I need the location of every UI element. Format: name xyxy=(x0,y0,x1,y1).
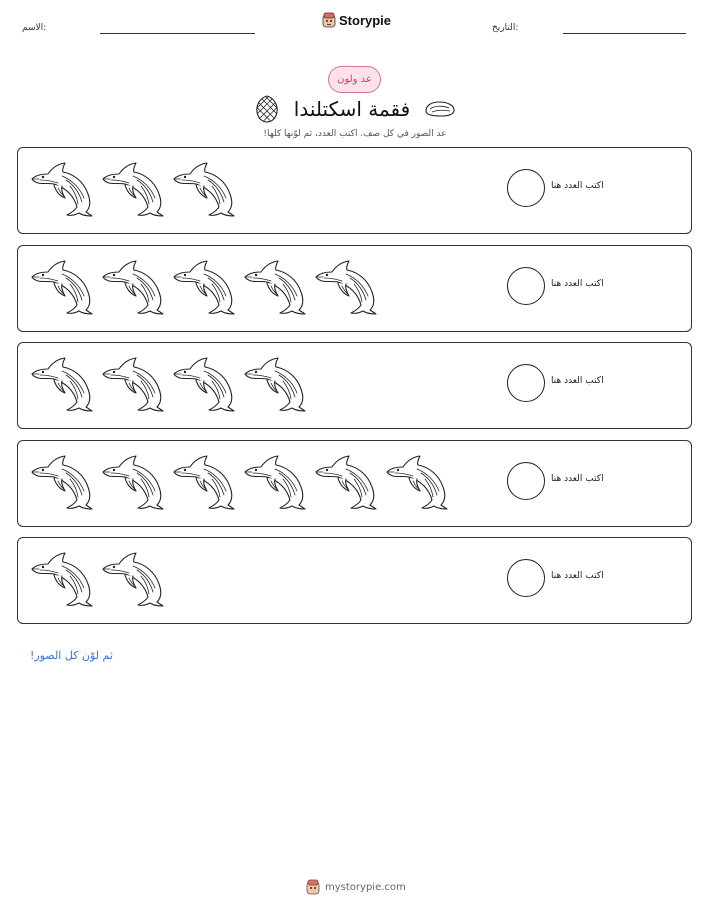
count-row xyxy=(17,245,692,332)
count-row xyxy=(17,147,692,234)
answer-circle[interactable] xyxy=(507,462,545,500)
storypie-logo-icon xyxy=(306,879,320,895)
dolphin-icon xyxy=(385,451,450,511)
count-label: اكتب العدد هنا xyxy=(551,474,604,484)
count-row xyxy=(17,537,692,624)
dolphin-icon xyxy=(101,158,166,218)
footer-instruction: ثم لوّن كل الصور! xyxy=(30,649,113,662)
date-line xyxy=(563,33,686,34)
name-label: الاسم: xyxy=(22,23,47,33)
count-row xyxy=(17,440,692,527)
count-label: اكتب العدد هنا xyxy=(551,279,604,289)
dolphin-icon xyxy=(30,548,95,608)
dolphin-icon xyxy=(30,353,95,413)
dolphin-group xyxy=(30,256,379,316)
dolphin-group xyxy=(30,451,450,511)
pinecone-icon xyxy=(254,95,280,123)
dolphin-group xyxy=(30,353,308,413)
dolphin-group xyxy=(30,158,237,218)
footer-url: mystorypie.com xyxy=(325,881,406,893)
rock-icon xyxy=(424,99,456,119)
count-row xyxy=(17,342,692,429)
dolphin-icon xyxy=(172,353,237,413)
dolphin-icon xyxy=(243,353,308,413)
page-title xyxy=(240,92,470,126)
dolphin-icon xyxy=(30,451,95,511)
dolphin-icon xyxy=(30,256,95,316)
count-label: اكتب العدد هنا xyxy=(551,376,604,386)
dolphin-group xyxy=(30,548,166,608)
dolphin-icon xyxy=(30,158,95,218)
dolphin-icon xyxy=(172,158,237,218)
count-label: اكتب العدد هنا xyxy=(551,571,604,581)
storypie-logo-icon xyxy=(322,12,336,28)
date-label: التاريخ: xyxy=(492,23,519,33)
dolphin-icon xyxy=(243,256,308,316)
instructions: عد الصور في كل صف. اكتب العدد، ثم لوّنها كلها! xyxy=(263,129,447,139)
dolphin-icon xyxy=(101,451,166,511)
brand-name: Storypie xyxy=(339,12,392,28)
dolphin-icon xyxy=(101,353,166,413)
dolphin-icon xyxy=(172,451,237,511)
brand-logo xyxy=(322,12,391,28)
answer-circle[interactable] xyxy=(507,169,545,207)
title-text: فقمة اسكتلندا xyxy=(293,97,411,121)
activity-badge: عد ولون xyxy=(328,66,381,93)
dolphin-icon xyxy=(101,256,166,316)
answer-circle[interactable] xyxy=(507,267,545,305)
count-label: اكتب العدد هنا xyxy=(551,181,604,191)
answer-circle[interactable] xyxy=(507,559,545,597)
dolphin-icon xyxy=(314,451,379,511)
dolphin-icon xyxy=(243,451,308,511)
site-footer xyxy=(306,879,406,895)
answer-circle[interactable] xyxy=(507,364,545,402)
dolphin-icon xyxy=(314,256,379,316)
name-line xyxy=(100,33,255,34)
dolphin-icon xyxy=(172,256,237,316)
dolphin-icon xyxy=(101,548,166,608)
